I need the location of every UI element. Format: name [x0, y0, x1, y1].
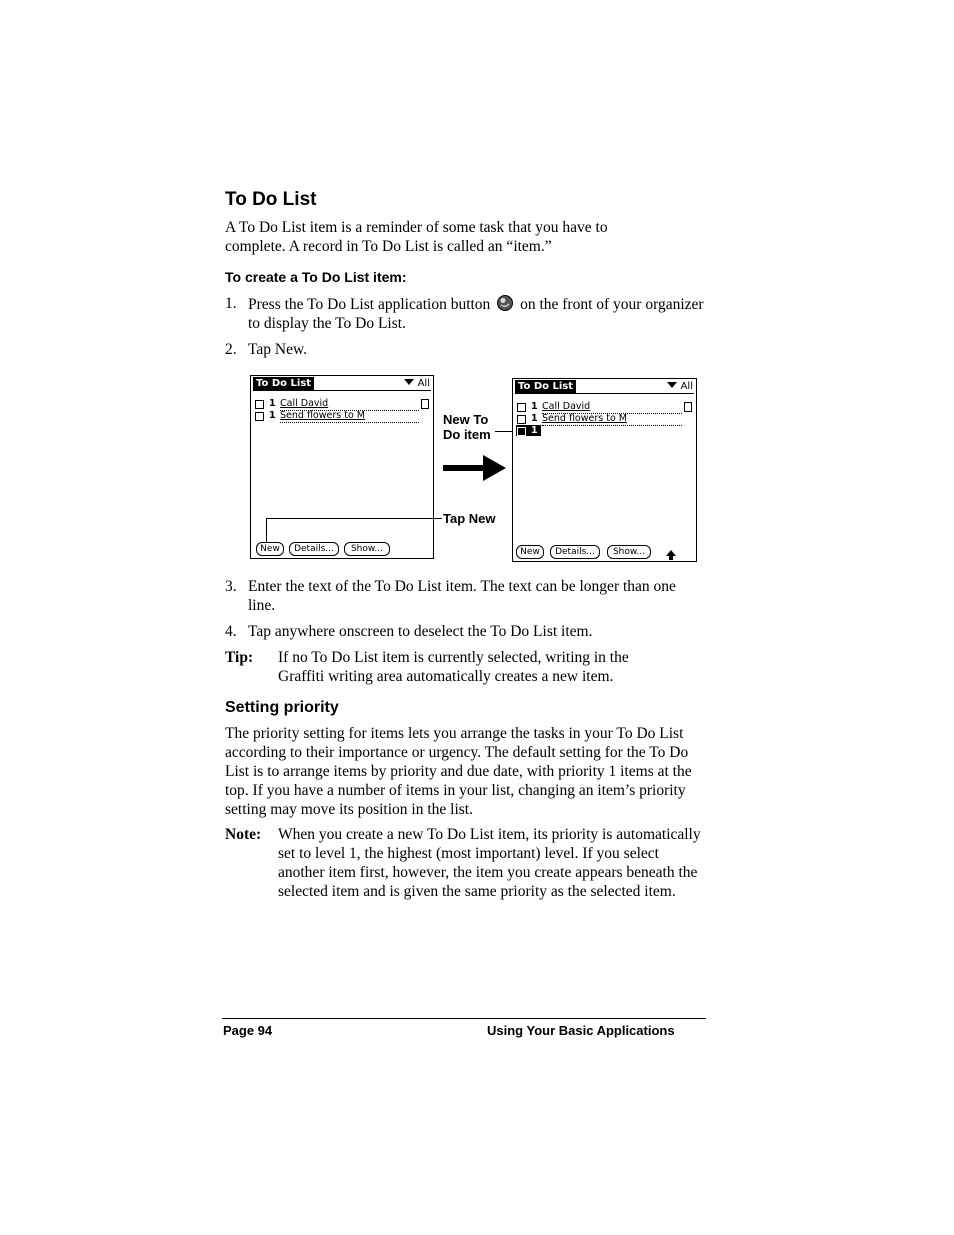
section-title: Setting priority — [225, 699, 339, 716]
details-button[interactable]: Details... — [550, 545, 600, 559]
note-icon — [421, 399, 429, 409]
checkbox[interactable] — [255, 400, 264, 409]
procedure-title: To create a To Do List item: — [225, 269, 407, 285]
step-text: Press the To Do List application button — [248, 296, 491, 313]
step-number: 2. — [225, 341, 237, 358]
tip — [225, 648, 675, 686]
screen-title: To Do List — [515, 380, 576, 394]
step-1 — [225, 294, 705, 333]
step-2 — [225, 340, 705, 359]
callout-tap-new: Tap New — [443, 511, 496, 526]
step-number: 3. — [225, 578, 237, 595]
step-text: Tap New. — [248, 341, 308, 358]
step-text: Tap anywhere onscreen to deselect the To Do List item. — [248, 623, 593, 640]
details-button[interactable]: Details... — [289, 542, 339, 556]
show-button[interactable]: Show... — [344, 542, 390, 556]
tip-text: If no To Do List item is currently selected, writing in the Graffiti writing area automatically creates a new item. — [278, 649, 629, 685]
chapter-title: Using Your Basic Applications — [487, 1023, 675, 1038]
note-label: Note: — [225, 826, 262, 843]
triangle-down-icon — [404, 379, 414, 385]
new-list-item[interactable] — [517, 425, 692, 437]
step-3 — [225, 577, 705, 615]
screen-title: To Do List — [253, 377, 314, 391]
new-button[interactable]: New — [256, 542, 284, 556]
priority: 1 — [531, 401, 538, 412]
intro-paragraph: A To Do List item is a reminder of some task that you have to complete. A record in To Do List is called an “item.” — [225, 219, 608, 255]
item-text: Call David — [280, 398, 419, 411]
checkbox[interactable] — [255, 412, 264, 421]
show-button[interactable]: Show... — [607, 545, 651, 559]
note — [225, 825, 703, 901]
priority: 1 — [269, 398, 276, 409]
checkbox[interactable] — [517, 403, 526, 412]
page-title: To Do List — [225, 189, 317, 210]
checkbox[interactable] — [517, 427, 526, 436]
tip-label: Tip: — [225, 649, 254, 666]
palm-screen-after — [512, 378, 697, 562]
step-4 — [225, 622, 705, 641]
note-text: When you create a new To Do List item, its priority is automatically set to level 1, the highest (most important) level. If you select another item first, however, the item you create appears beneath the selected item and is given the same priority as the selected item. — [278, 826, 701, 900]
item-text: Call David — [542, 401, 682, 414]
triangle-down-icon — [667, 382, 677, 388]
priority: 1 — [531, 425, 538, 436]
checkbox[interactable] — [517, 415, 526, 424]
up-arrow-icon[interactable] — [665, 546, 677, 565]
category-picker[interactable]: All — [404, 377, 430, 390]
section-body: The priority setting for items lets you arrange the tasks in your To Do List according to their importance or urgency. The default setting for the To Do List is to arrange items by priority and due date, with priority 1 items at the top. If you have a number of items in your list, changing an item’s priority setting may move its position in the list. — [225, 725, 692, 818]
list-item[interactable] — [255, 398, 429, 410]
new-button[interactable]: New — [516, 545, 544, 559]
item-text: Send flowers to M — [280, 410, 419, 423]
list-item[interactable] — [517, 401, 692, 413]
priority: 1 — [269, 410, 276, 421]
step-text: on the front of your organizer to display the To Do List. — [248, 296, 704, 332]
step-number: 4. — [225, 623, 237, 640]
right-arrow-icon — [443, 454, 507, 487]
list-item[interactable] — [517, 413, 692, 425]
priority: 1 — [531, 413, 538, 424]
step-text: Enter the text of the To Do List item. The text can be longer than one line. — [248, 578, 676, 614]
item-text: Send flowers to M — [542, 413, 682, 426]
todo-app-button-icon — [496, 294, 514, 312]
item-text[interactable] — [542, 425, 682, 426]
page-number: Page 94 — [223, 1023, 273, 1038]
list-item[interactable] — [255, 410, 429, 422]
category-picker[interactable]: All — [667, 380, 693, 393]
note-icon — [684, 402, 692, 412]
step-number: 1. — [225, 295, 237, 312]
palm-screen-before — [250, 375, 434, 559]
callout-new-item: New To Do item — [443, 412, 491, 442]
